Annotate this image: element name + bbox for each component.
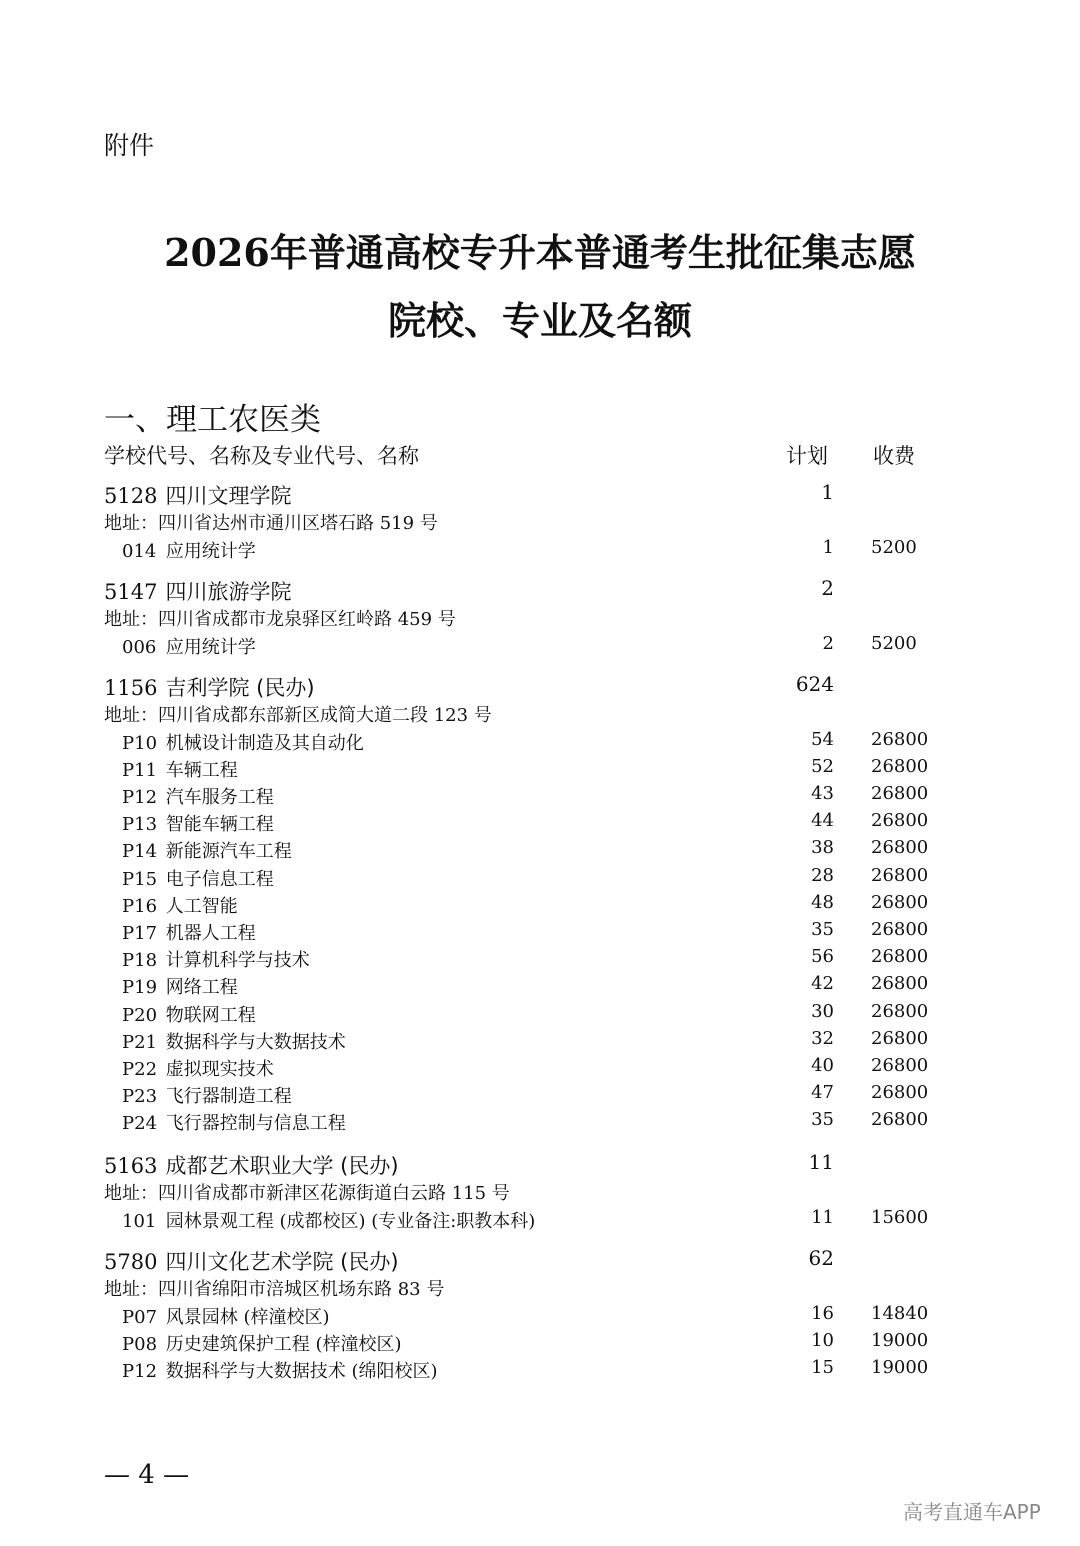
major-name: 网络工程 [160,977,238,999]
school-name: 成都艺术职业大学 (民办) [165,1154,399,1178]
major-row [0,633,1080,661]
major-fee: 26800 [871,810,929,832]
major-row [0,892,1080,920]
column-header-fee: 收费 [873,444,915,468]
major-plan: 32 [811,1027,834,1049]
school-label [104,576,291,606]
major-fee: 26800 [871,918,929,940]
school-address-row [0,605,1080,633]
major-row [0,1357,1080,1385]
major-fee: 19000 [871,1329,929,1351]
school-plan: 2 [821,576,834,600]
major-fee: 26800 [871,755,929,777]
major-code: P16 [122,895,158,917]
major-plan: 2 [822,632,834,654]
major-code: P20 [122,1004,158,1026]
major-name: 风景园林 (梓潼校区) [160,1306,330,1328]
school-code: 5147 [104,580,158,604]
major-name: 数据科学与大数据技术 [160,1031,346,1053]
major-row [0,1207,1080,1235]
school-label [104,1246,399,1276]
school-name: 四川文理学院 [165,484,292,508]
major-plan: 10 [811,1329,834,1351]
major-code: P19 [122,977,158,999]
major-plan: 28 [811,864,834,886]
major-fee: 26800 [871,946,929,968]
major-label [122,783,274,809]
school-row [0,1246,1080,1274]
major-name: 智能车辆工程 [160,814,274,836]
school-code: 1156 [104,676,158,700]
attachment-label: 附件 [104,131,155,160]
major-code: P08 [122,1333,158,1355]
school-label [104,1150,399,1180]
school-label [104,480,291,510]
major-name: 电子信息工程 [160,868,274,890]
major-fee: 19000 [871,1356,929,1378]
school-address: 地址：四川省成都东部新区成简大道二段 123 号 [104,705,492,726]
school-address: 地址：四川省成都市新津区花源街道白云路 115 号 [104,1183,510,1204]
school-code: 5128 [104,484,158,508]
major-code: P22 [122,1058,158,1080]
major-label [122,892,238,918]
major-label [122,1207,535,1233]
major-plan: 11 [811,1206,834,1228]
major-fee: 5200 [871,536,917,558]
major-code: P18 [122,950,158,972]
major-row [0,1028,1080,1056]
major-name: 新能源汽车工程 [160,841,292,863]
major-row [0,1055,1080,1083]
major-name: 人工智能 [160,895,238,917]
major-fee: 26800 [871,1109,929,1131]
school-address: 地址：四川省绵阳市涪城区机场东路 83 号 [104,1279,445,1300]
column-header-plan: 计划 [786,444,828,468]
major-fee: 5200 [871,632,917,654]
major-fee: 14840 [871,1302,929,1324]
major-fee: 26800 [871,864,929,886]
major-code: P11 [122,759,158,781]
school-row [0,480,1080,508]
major-row [0,1001,1080,1029]
school-plan: 62 [808,1246,834,1270]
school-address: 地址：四川省达州市通川区塔石路 519 号 [104,513,438,534]
major-name: 车辆工程 [160,759,238,781]
watermark: 高考直通车APP [903,1500,1041,1524]
major-code: 014 [122,540,157,562]
major-name: 物联网工程 [160,1004,256,1026]
school-label [104,672,315,702]
major-name: 历史建筑保护工程 (梓潼校区) [160,1333,402,1355]
major-row [0,837,1080,865]
major-plan: 35 [811,918,834,940]
major-code: P13 [122,814,158,836]
major-row [0,1109,1080,1137]
major-row [0,919,1080,947]
major-name: 汽车服务工程 [160,786,274,808]
major-label [122,919,256,945]
major-row [0,1303,1080,1331]
major-label [122,1330,402,1356]
major-code: P15 [122,868,158,890]
major-fee: 26800 [871,1027,929,1049]
major-code: P24 [122,1113,158,1135]
major-plan: 42 [811,973,834,995]
major-fee: 26800 [871,837,929,859]
school-plan: 1 [821,480,834,504]
major-label [122,537,256,563]
major-name: 机械设计制造及其自动化 [160,732,364,754]
major-code: P10 [122,732,158,754]
major-label [122,837,292,863]
major-row [0,1330,1080,1358]
major-code: P21 [122,1031,158,1053]
school-address-row [0,701,1080,729]
major-name: 飞行器制造工程 [160,1086,292,1108]
major-code: P12 [122,1360,158,1382]
major-fee: 26800 [871,1082,929,1104]
school-row [0,672,1080,700]
major-name: 虚拟现实技术 [160,1058,274,1080]
major-plan: 56 [811,946,834,968]
major-code: 006 [122,636,157,658]
major-row [0,537,1080,565]
major-label [122,973,238,999]
school-address-row [0,1275,1080,1303]
school-address-row [0,509,1080,537]
major-plan: 43 [811,782,834,804]
major-code: P14 [122,841,158,863]
column-header-name: 学校代号、名称及专业代号、名称 [104,444,419,468]
major-row [0,756,1080,784]
major-plan: 52 [811,755,834,777]
school-address: 地址：四川省成都市龙泉驿区红岭路 459 号 [104,609,456,630]
major-fee: 26800 [871,1054,929,1076]
major-label [122,729,364,755]
major-fee: 26800 [871,891,929,913]
major-plan: 40 [811,1054,834,1076]
major-name: 应用统计学 [160,636,256,658]
school-address-row [0,1179,1080,1207]
major-name: 园林景观工程 (成都校区) (专业备注:职教本科) [160,1210,536,1232]
school-code: 5780 [104,1250,158,1274]
major-label [122,1357,438,1383]
major-row [0,946,1080,974]
major-code: P12 [122,786,158,808]
major-plan: 30 [811,1000,834,1022]
major-plan: 44 [811,810,834,832]
major-code: 101 [122,1210,157,1232]
major-label [122,1028,346,1054]
major-name: 计算机科学与技术 [160,950,310,972]
major-row [0,729,1080,757]
major-row [0,973,1080,1001]
major-plan: 54 [811,728,834,750]
major-plan: 38 [811,837,834,859]
major-label [122,1109,346,1135]
major-plan: 15 [811,1356,834,1378]
major-name: 数据科学与大数据技术 (绵阳校区) [160,1360,438,1382]
major-label [122,1082,292,1108]
major-label [122,1055,274,1081]
major-row [0,1082,1080,1110]
major-name: 飞行器控制与信息工程 [160,1113,346,1135]
major-code: P07 [122,1306,158,1328]
school-plan: 624 [795,672,834,696]
major-plan: 48 [811,891,834,913]
major-fee: 26800 [871,782,929,804]
major-row [0,783,1080,811]
major-plan: 35 [811,1109,834,1131]
major-fee: 26800 [871,973,929,995]
major-label [122,633,256,659]
major-plan: 16 [811,1302,834,1324]
major-plan: 47 [811,1082,834,1104]
major-label [122,1303,330,1329]
major-label [122,1001,256,1027]
major-fee: 15600 [871,1206,929,1228]
major-label [122,865,274,891]
major-fee: 26800 [871,728,929,750]
major-fee: 26800 [871,1000,929,1022]
school-name: 吉利学院 (民办) [165,676,315,700]
section-heading: 一、理工农医类 [104,402,321,438]
major-name: 应用统计学 [160,540,256,562]
school-name: 四川文化艺术学院 (民办) [165,1250,399,1274]
major-label [122,810,274,836]
major-plan: 1 [822,536,834,558]
page-subtitle: 院校、专业及名额 [387,298,692,343]
school-code: 5163 [104,1154,158,1178]
major-name: 机器人工程 [160,922,256,944]
school-name: 四川旅游学院 [165,580,292,604]
major-code: P17 [122,922,158,944]
school-plan: 11 [808,1150,834,1174]
major-label [122,756,238,782]
page-title: 2026年普通高校专升本普通考生批征集志愿 [164,230,916,275]
major-code: P23 [122,1086,158,1108]
school-row [0,1150,1080,1178]
major-label [122,946,310,972]
major-row [0,865,1080,893]
school-row [0,576,1080,604]
page-number: — 4 — [104,1460,190,1490]
major-row [0,810,1080,838]
